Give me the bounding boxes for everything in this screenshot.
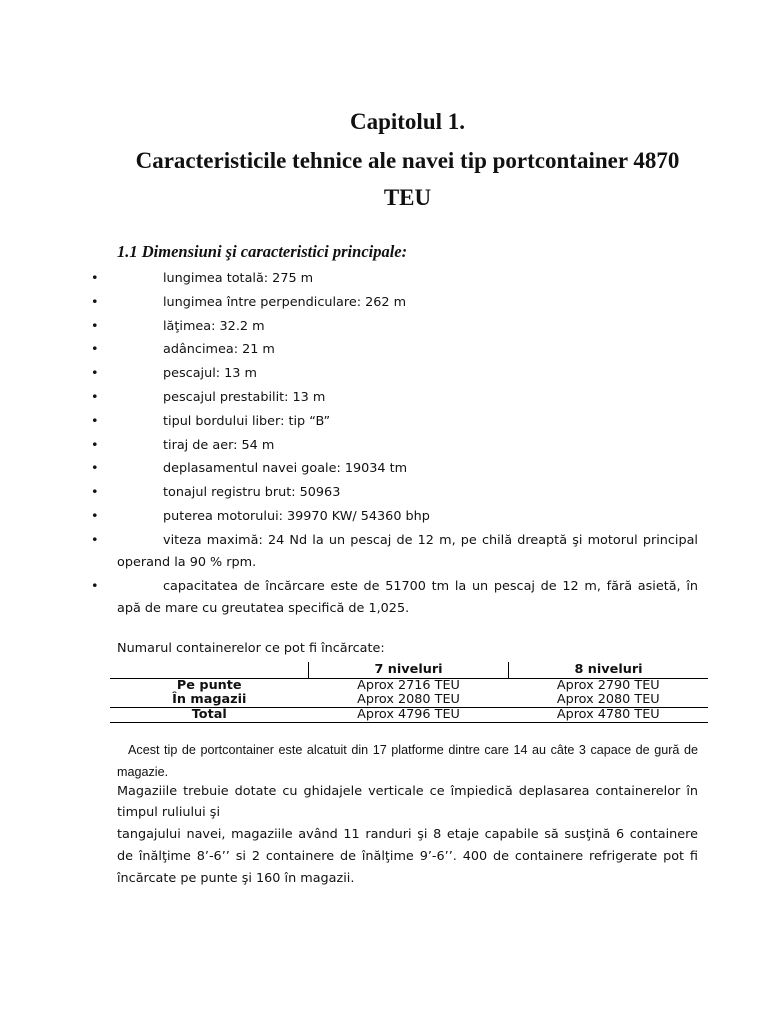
table-header-row	[110, 662, 708, 678]
spec-item	[117, 316, 698, 338]
spec-text-continued: operand la 90 % rpm.	[117, 554, 257, 570]
bullet-icon	[91, 530, 99, 552]
paragraph-line: magazie.	[117, 765, 169, 779]
table-row	[110, 693, 708, 708]
table-cell: Aprox 2080 TEU	[309, 693, 509, 708]
table-cell: Aprox 2790 TEU	[556, 677, 660, 693]
bullet-icon	[91, 363, 99, 385]
spec-text: viteza maximă: 24 Nd la un pescaj de 12 m, pe chilă dreaptă şi motorul principal	[163, 532, 698, 548]
table-cell: Aprox 2080 TEU	[509, 693, 709, 708]
table-cell: Aprox 4780 TEU	[509, 708, 709, 723]
spec-item	[117, 435, 698, 457]
table-row	[110, 708, 708, 723]
table-corner-cell	[110, 662, 309, 678]
bullet-icon	[91, 576, 99, 598]
spec-text-continued: apă de mare cu greutatea specifică de 1,025.	[117, 600, 410, 616]
spec-item	[117, 268, 698, 290]
spec-text: lungimea totală: 275 m	[163, 271, 314, 286]
bullet-icon	[91, 411, 99, 433]
spec-item	[117, 576, 698, 620]
chapter-label: Capitolul 1.	[349, 109, 466, 134]
containers-intro: Numarul containerelor ce pot fi încărcate:	[117, 641, 385, 656]
paragraph	[117, 824, 698, 890]
spec-text: lăţimea: 32.2 m	[163, 318, 265, 334]
spec-item	[117, 387, 698, 409]
spec-item	[117, 482, 698, 504]
table-header-cell: 8 niveluri	[509, 662, 709, 678]
table-header-cell: 7 niveluri	[309, 662, 509, 678]
spec-list	[117, 268, 698, 621]
spec-item	[117, 506, 698, 528]
capacity-table	[110, 662, 708, 723]
spec-item	[117, 339, 698, 361]
table-cell: Aprox 2716 TEU	[357, 677, 460, 693]
spec-item	[117, 458, 698, 480]
paragraph-line: timpul ruliului şi	[117, 805, 220, 820]
paragraph	[117, 739, 698, 783]
paragraph-line: tangajului navei, magaziile având 11 randuri şi 8 etaje capabile să susţină 6 containere	[117, 827, 698, 842]
spec-item	[117, 292, 698, 314]
spec-text: tiraj de aer: 54 m	[163, 437, 275, 453]
bullet-icon	[91, 292, 99, 314]
spec-item	[117, 363, 698, 385]
section-heading: 1.1 Dimensiuni şi caracteristici principale:	[117, 242, 408, 261]
bullet-icon	[91, 268, 99, 290]
chapter-title: Caracteristicile tehnice ale navei tip portcontainer 4870 TEU	[135, 148, 680, 210]
spec-text: lungimea între perpendiculare: 262 m	[163, 294, 407, 310]
bullet-icon	[91, 316, 99, 338]
spec-text: tipul bordului liber: tip “B”	[163, 413, 331, 429]
bullet-icon	[91, 387, 99, 409]
table-cell: Aprox 4796 TEU	[309, 708, 509, 723]
spec-text: pescajul: 13 m	[163, 366, 257, 382]
bullet-icon	[91, 435, 99, 457]
row-label: În magazii	[110, 693, 309, 708]
paragraph-line: încărcate pe punte şi 160 în magazii.	[117, 871, 355, 886]
row-label: Total	[110, 708, 309, 723]
table-row	[110, 678, 708, 693]
paragraph-line: Acest tip de portcontainer este alcatuit din 17 platforme dintre care 14 au câte 3 capace de gură de	[128, 743, 698, 757]
bullet-icon	[91, 506, 99, 528]
spec-text: deplasamentul navei goale: 19034 tm	[163, 461, 408, 477]
spec-text: capacitatea de încărcare este de 51700 tm la un pescaj de 12 m, fără asietă, în	[163, 578, 698, 594]
row-label: Pe punte	[176, 677, 242, 693]
spec-text: tonajul registru brut: 50963	[163, 485, 341, 501]
spec-text: puterea motorului: 39970 KW/ 54360 bhp	[163, 508, 430, 524]
paragraph	[117, 781, 698, 823]
bullet-icon	[91, 482, 99, 504]
spec-text: pescajul prestabilit: 13 m	[163, 389, 326, 405]
spec-item	[117, 411, 698, 433]
bullet-icon	[91, 339, 99, 361]
paragraph-line: de înălţime 8’-6’’ si 2 containere de înălţime 9’-6’’. 400 de containere refrigerate pot fi	[117, 849, 698, 864]
spec-item	[117, 530, 698, 574]
bullet-icon	[91, 458, 99, 480]
paragraph-line: Magaziile trebuie dotate cu ghidajele verticale ce împiedică deplasarea containerelor în	[117, 784, 698, 799]
spec-text: adâncimea: 21 m	[163, 342, 275, 358]
